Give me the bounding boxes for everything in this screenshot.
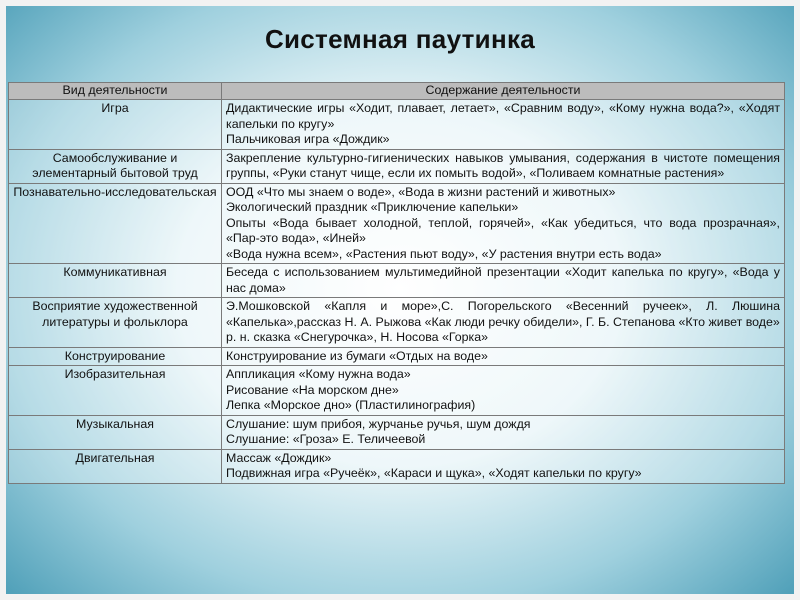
activity-table bbox=[8, 82, 785, 484]
content-line: Беседа с использованием мультимедийной презентации «Ходит капелька по кругу», «Вода у нас дома» bbox=[226, 265, 780, 295]
content-cell bbox=[222, 264, 785, 298]
content-line: Конструирование из бумаги «Отдых на воде» bbox=[226, 348, 488, 363]
content-cell bbox=[222, 366, 785, 416]
content-line: Экологический праздник «Приключение капельки» bbox=[226, 200, 519, 214]
activity-cell: Двигательная bbox=[9, 449, 222, 483]
column-header-activity: Вид деятельности bbox=[9, 83, 222, 100]
table-row bbox=[9, 366, 785, 416]
table-header-row bbox=[9, 83, 785, 100]
content-cell bbox=[222, 183, 785, 264]
table-row bbox=[9, 449, 785, 483]
content-line: Дидактические игры «Ходит, плавает, летает», «Сравним воду», «Кому нужна вода?», «Ходят капельки по кругу» bbox=[226, 101, 780, 131]
activity-cell: Самообслуживание и элементарный бытовой труд bbox=[9, 149, 222, 183]
content-line: Лепка «Морское дно» (Пластилинография) bbox=[226, 398, 476, 412]
table-row bbox=[9, 183, 785, 264]
content-line: «Вода нужна всем», «Растения пьют воду», «У растения внутри есть вода» bbox=[226, 246, 662, 261]
content-cell bbox=[222, 415, 785, 449]
content-line: Пальчиковая игра «Дождик» bbox=[226, 132, 390, 146]
content-line: Закрепление культурно-гигиенических навыков умывания, содержания в чистоте помещения группы, «Руки станут чище, если их помыть водой», «Поливаем комнатные растения» bbox=[226, 150, 780, 180]
column-header-content: Содержание деятельности bbox=[222, 83, 785, 100]
content-cell bbox=[222, 100, 785, 150]
table-row bbox=[9, 100, 785, 150]
activity-cell: Конструирование bbox=[9, 347, 222, 366]
content-cell bbox=[222, 347, 785, 366]
activity-cell: Познавательно-исследовательская bbox=[9, 183, 222, 264]
content-cell bbox=[222, 449, 785, 483]
content-line: Слушание: шум прибоя, журчанье ручья, шум дождя bbox=[226, 416, 531, 431]
content-line: ООД «Что мы знаем о воде», «Вода в жизни растений и животных» bbox=[226, 184, 616, 199]
table-row bbox=[9, 298, 785, 348]
slide bbox=[6, 6, 794, 594]
content-line: Рисование «На морском дне» bbox=[226, 382, 399, 397]
content-line: Массаж «Дождик» bbox=[226, 450, 332, 465]
table-row bbox=[9, 264, 785, 298]
content-line: Слушание: «Гроза» Е. Теличеевой bbox=[226, 432, 426, 446]
page-title: Системная паутинка bbox=[264, 24, 536, 54]
table-row bbox=[9, 347, 785, 366]
content-line: р. н. сказка «Снегурочка», Н. Носова «Горка» bbox=[226, 330, 489, 344]
activity-cell: Музыкальная bbox=[9, 415, 222, 449]
content-cell bbox=[222, 149, 785, 183]
table-row bbox=[9, 149, 785, 183]
content-line: Аппликация «Кому нужна вода» bbox=[226, 367, 411, 381]
content-line: Подвижная игра «Ручеёк», «Караси и щука», «Ходят капельки по кругу» bbox=[226, 466, 642, 480]
activity-cell: Изобразительная bbox=[9, 366, 222, 416]
content-line: Э.Мошковской «Капля и море»,С. Погорельского «Весенний ручеек», Л. Люшина «Капелька»,рассказ Н. А. Рыжова «Как люди речку обидели», Г. Б. Степанова «Кто живет воде» bbox=[226, 299, 780, 329]
content-line: Опыты «Вода бывает холодной, теплой, горячей», «Как убедиться, что вода прозрачная», «Пар-это вода», «Иней» bbox=[226, 215, 780, 245]
content-cell bbox=[222, 298, 785, 348]
activity-cell: Восприятие художественной литературы и фольклора bbox=[9, 298, 222, 348]
activity-cell: Коммуникативная bbox=[9, 264, 222, 298]
table-row bbox=[9, 415, 785, 449]
activity-cell: Игра bbox=[9, 100, 222, 150]
